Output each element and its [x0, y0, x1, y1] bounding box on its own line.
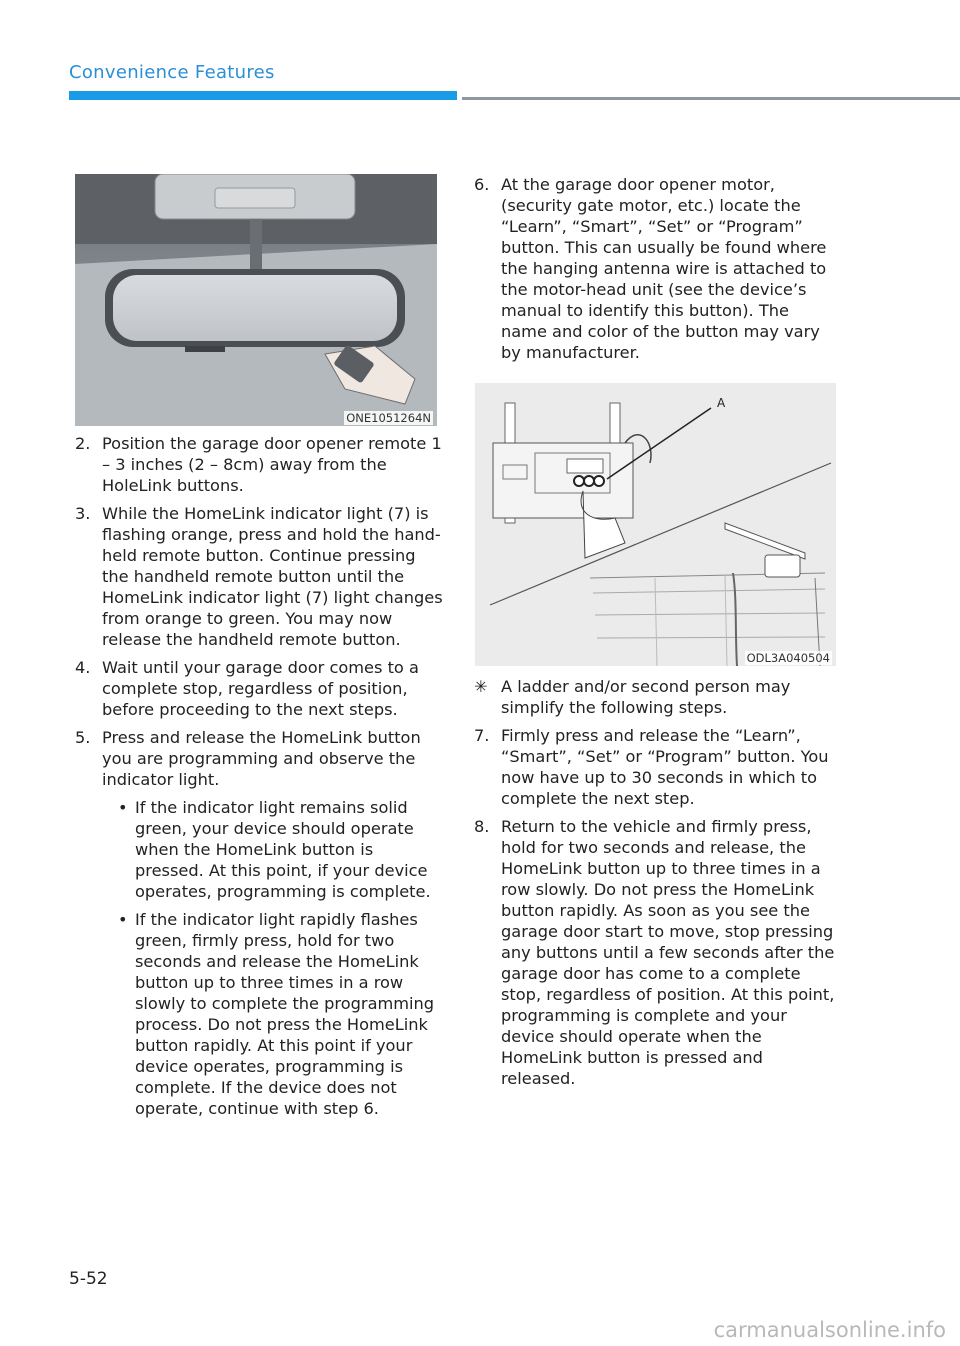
header-accent-bar [69, 91, 457, 100]
step-6 [474, 174, 836, 363]
section-title: Convenience Features [69, 62, 275, 83]
garage-opener-drawing [475, 383, 836, 666]
step-text: Firmly press and release the “Learn”, “Smart”, “Set” or “Program” button. You now have up to 30 seconds in which to complete the next step. [501, 726, 829, 808]
figure-code: ODL3A040504 [746, 651, 830, 665]
callout-label: A [717, 396, 726, 410]
mirror-drawing [75, 174, 437, 426]
step-number: 7. [474, 726, 490, 745]
step-number: 3. [75, 504, 91, 523]
right-column-bottom [474, 676, 836, 1096]
step-number: 6. [474, 175, 490, 194]
step-number: 8. [474, 817, 490, 836]
bullet-text: If the indicator light remains solid green, your device should operate when the HomeLink button is pressed. At this point, if your device operates, programming is complete. [135, 798, 431, 901]
note-text: A ladder and/or second person may simplify the following steps. [501, 677, 791, 717]
bullet-text: If the indicator light rapidly flashes green, firmly press, hold for two seconds and release the HomeLink button up to three times in a row slowly to complete the programming process. Do not press the HomeLink button rapidly. At this point if your device operates, programming is complete. If the device does not operate, continue with step 6. [135, 910, 435, 1118]
step-7 [474, 725, 836, 809]
step-text: Return to the vehicle and firmly press, hold for two seconds and release, the HomeLink button up to three times in a row slowly. Do not press the HomeLink button rapidly. As soon as you see the garage door start to move, stop pressing any buttons until a few seconds after the garage door has come to a complete stop, regardless of position. At this point, programming is complete and your device should operate when the HomeLink button is pressed and released. [501, 817, 835, 1088]
step-text: At the garage door opener motor, (security gate motor, etc.) locate the “Learn”, “Smart”, “Set” or “Program” button. This can usually be found where the hanging antenna wire is attached to the motor-head unit (see the device’s manual to identify this button). The name and color of the button may vary by manufacturer. [501, 175, 827, 362]
left-column [75, 433, 443, 1126]
step-text: Press and release the HomeLink button you are programming and observe the indicator light. [102, 728, 421, 789]
step-text: Position the garage door opener remote 1 – 3 inches (2 – 8cm) away from the HoleLink buttons. [102, 434, 442, 495]
bullet-flashing-green [118, 909, 443, 1119]
header-rule [462, 97, 960, 100]
page-number: 5-52 [69, 1269, 108, 1289]
bullet-solid-green [118, 797, 443, 902]
step-number: 5. [75, 728, 91, 747]
step-8 [474, 816, 836, 1089]
note [474, 676, 836, 718]
bullet-mark: • [118, 798, 128, 817]
step-2 [75, 433, 443, 496]
step-3 [75, 503, 443, 650]
step-4 [75, 657, 443, 720]
watermark: carmanualsonline.info [713, 1318, 946, 1342]
figure-code: ONE1051264N [346, 411, 431, 425]
step-5 [75, 727, 443, 1119]
step-text: While the HomeLink indicator light (7) is flashing orange, press and hold the hand-held remote button. Continue pressing the handheld remote button until the HomeLink indicator light (7) light changes from orange to green. You may now release the handheld remote button. [102, 504, 443, 649]
step-number: 2. [75, 434, 91, 453]
note-mark: ✳ [474, 677, 488, 696]
mirror-illustration [75, 174, 437, 426]
step-number: 4. [75, 658, 91, 677]
step-text: Wait until your garage door comes to a complete stop, regardless of position, before proceeding to the next steps. [102, 658, 419, 719]
right-column-top [474, 174, 836, 370]
bullet-mark: • [118, 910, 128, 929]
garage-opener-illustration [475, 383, 836, 666]
